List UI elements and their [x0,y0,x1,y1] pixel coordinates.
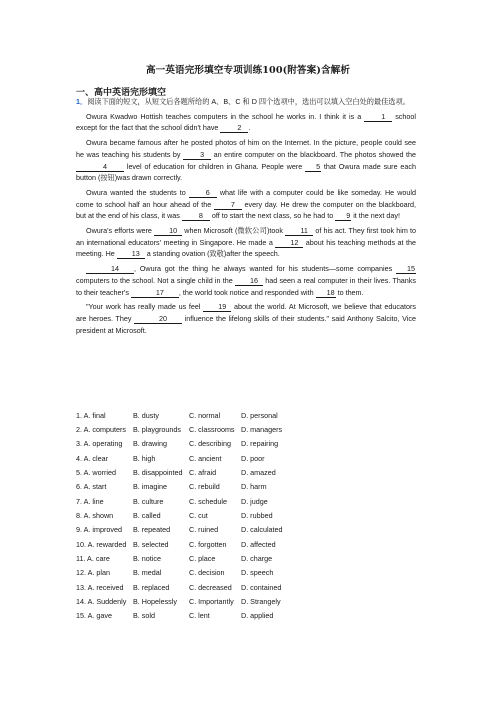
option-c: C. ruined [189,525,219,535]
passage-text: off to start the next class, so he had to [209,211,336,221]
option-c: C. normal [189,410,221,420]
passage-text: what life with a computer could be like someday. He would come to school half an hour ahead of the [76,187,416,209]
passage-text: every day. He drew the computer on the blackboard, but at the end of his class, it was [76,199,417,221]
option-d: D. judge [241,496,268,506]
option-c: C. cut [189,511,208,521]
passage-text: that Owura made sure each button (按钮)was drawn correctly. [76,161,416,183]
question-number: 1． [76,97,88,106]
option-row [76,451,416,465]
option-d: D. contained [241,582,282,592]
option-a: 9. A. improved [76,525,122,535]
blank: 10 [154,226,182,236]
option-row [76,566,416,580]
blank: 3 [183,150,211,160]
option-d: D. repairing [241,439,279,449]
option-row [76,523,416,537]
option-c: C. describing [189,439,231,449]
option-b: B. culture [133,496,164,506]
blank: 6 [189,188,217,198]
option-d: D. applied [241,611,274,621]
blank: 11 [285,226,313,236]
option-d: D. managers [241,425,283,435]
blank: 1 [364,112,392,122]
option-b: B. sold [133,611,155,621]
option-a: 3. A. operating [76,439,123,449]
option-a: 5. A. worried [76,468,116,478]
instruction-text: 阅读下面的短文，从短文后各题所给的 A、B、C 和 D 四个选项中，选出可以填入空白处的最佳选项。 [87,97,410,106]
option-c: C. forgotten [189,539,227,549]
passage-text: , Owura got the thing he always wanted for his students—some companies [134,264,396,274]
option-row [76,437,416,451]
option-c: C. schedule [189,496,227,506]
option-c: C. ancient [189,453,222,463]
option-row [76,494,416,508]
option-a: 15. A. gave [76,611,112,621]
passage-text: to them. [335,287,364,297]
blank: 9 [335,211,351,221]
passage-text: Owura became famous after he posted photos of him on the Internet. In the picture, people could see he was teaching his students by [76,138,416,159]
option-d: D. affected [241,539,276,549]
option-b: B. called [133,511,161,521]
option-d: D. Strangely [241,597,281,607]
option-d: D. harm [241,482,267,492]
option-c: C. Importantly [189,597,234,607]
option-c: C. afraid [189,468,217,478]
option-b: B. high [133,453,156,463]
option-b: B. medal [133,568,162,578]
passage-body [76,96,416,339]
passage-text: "Your work has really made us feel [86,302,204,312]
option-a: 14. A. Suddenly [76,597,127,607]
blank: 15 [396,264,416,274]
option-d: D. charge [241,554,273,564]
option-b: B. replaced [133,582,170,592]
option-b: B. dusty [133,410,159,420]
option-row [76,580,416,594]
option-d: D. rubbed [241,511,273,521]
option-a: 12. A. plan [76,568,110,578]
option-c: C. decision [189,568,225,578]
option-c: C. place [189,554,216,564]
passage-text: a standing ovation (致敬)after the speech. [144,249,280,259]
option-d: D. calculated [241,525,283,535]
passage-paragraph [76,137,416,184]
option-d: D. personal [241,410,278,420]
option-row [76,465,416,479]
passage-text: Owura Kwadwo Hottish teaches computers in the school he works in. I think it is a [86,111,365,121]
option-row [76,594,416,608]
passage-text: Owura's efforts were [86,226,155,236]
option-b: B. playgrounds [133,425,181,435]
option-a: 2. A. computers [76,425,126,435]
passage-text: school except for the fact that the school didn't have [76,111,416,133]
page-title: 高一英语完形填空专项训练100(附答案)含解析 [145,65,351,76]
option-a: 11. A. care [76,554,110,564]
option-a: 6. A. start [76,482,107,492]
option-c: C. classrooms [189,425,235,435]
option-d: D. speech [241,568,274,578]
blank: 5 [305,162,321,172]
passage-paragraph [76,301,416,336]
passage-text: level of education for children in Ghana. People were [124,161,306,171]
passage-text: , the world took notice and responded with [178,287,316,297]
blank: 8 [182,211,210,221]
option-a: 13. A. received [76,582,124,592]
option-row [76,422,416,436]
option-row [76,609,416,623]
passage-text: influence the lifelong skills of their students." said Anthony Salcito, Vice president at Microsoft. [76,313,417,335]
option-b: B. notice [133,554,161,564]
passage-paragraph [76,225,416,260]
option-b: B. disappointed [133,468,183,478]
option-a: 10. A. rewarded [76,539,127,549]
passage-text: computers to the school. Not a single child in the [76,275,235,285]
passage-text: about the world. At Microsoft, we believe that educators are heroes. They [76,302,416,323]
passage-text: an entire computer on the blackboard. The photos showed the [211,149,416,159]
option-d: D. amazed [241,468,276,478]
passage-text: had seen a real computer in their lives. Thanks to their teacher's [76,275,416,297]
option-a: 4. A. clear [76,453,108,463]
section-heading: 一、高中英语完形填空 [76,88,167,98]
blank: 18 [316,288,336,298]
blank: 13 [117,249,145,259]
option-row [76,551,416,565]
passage-text: Owura wanted the students to [86,187,189,197]
passage-text: when Microsoft (微软公司)took [182,226,286,236]
option-c: C. decreased [189,582,232,592]
passage-text: it the next day! [351,211,400,221]
passage-paragraph [76,187,416,222]
blank: 17 [131,288,179,298]
option-row [76,408,416,422]
option-d: D. poor [241,453,265,463]
answer-options [76,408,416,623]
option-b: B. drawing [133,439,167,449]
option-b: B. imagine [133,482,167,492]
option-a: 7. A. line [76,496,104,506]
passage-paragraph [76,263,416,298]
option-c: C. lent [189,611,210,621]
question-instruction [76,96,416,108]
option-b: B. repeated [133,525,171,535]
blank: 20 [134,314,182,324]
option-a: 1. A. final [76,410,106,420]
option-b: B. selected [133,539,169,549]
option-a: 8. A. shown [76,511,114,521]
passage-text: . [248,123,251,133]
option-row [76,480,416,494]
passage-text: about his teaching methods at the meeting. He [76,237,416,259]
blank: 4 [76,162,124,172]
blank: 2 [220,123,248,133]
blank: 7 [214,200,242,210]
option-row [76,537,416,551]
blank: 19 [203,302,231,312]
option-c: C. rebuild [189,482,220,492]
option-row [76,508,416,522]
blank: 16 [235,276,263,286]
passage-paragraph [76,111,416,134]
blank: 12 [275,238,303,248]
blank: 14 [86,264,134,274]
option-b: B. Hopelessly [133,597,177,607]
passage-text: of his act. They first took him to an international educators' meeting in Singapore. He made a [76,226,416,247]
